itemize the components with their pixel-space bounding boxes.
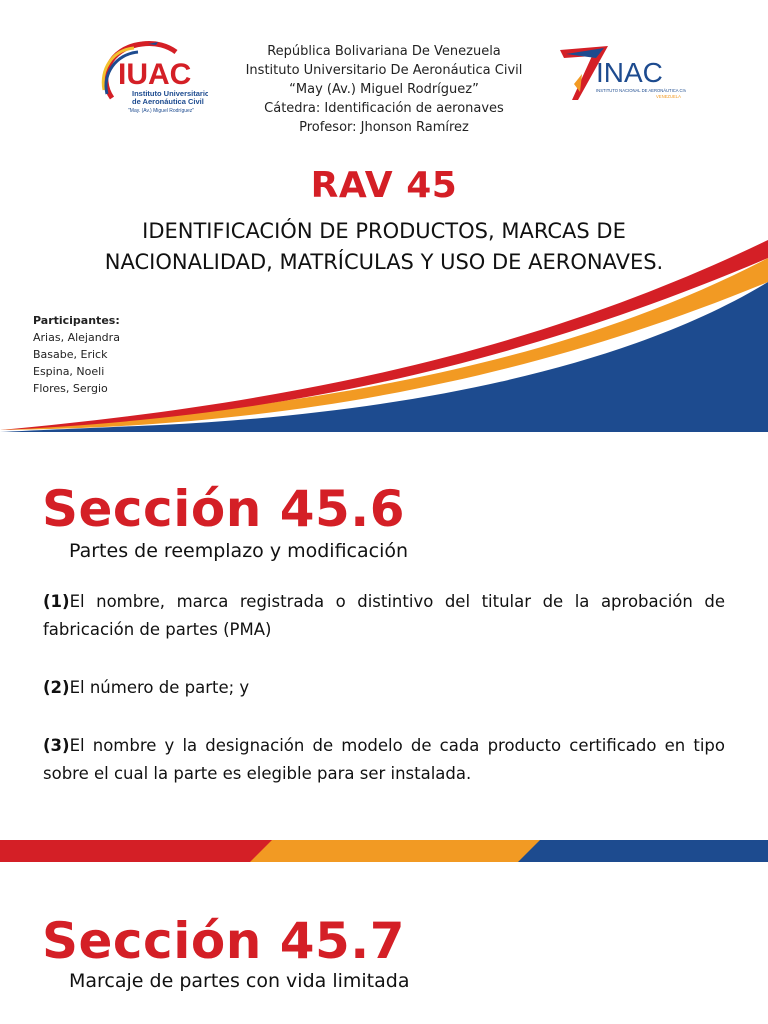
svg-text:"May. (Av.) Miguel Rodríguez": "May. (Av.) Miguel Rodríguez" bbox=[128, 108, 195, 114]
item-text: El número de parte; y bbox=[69, 678, 250, 697]
list-item bbox=[43, 674, 725, 702]
svg-text:IUAC: IUAC bbox=[118, 58, 192, 91]
participants-list bbox=[33, 312, 120, 397]
institution-line: Profesor: Jhonson Ramírez bbox=[299, 120, 469, 135]
institution-header bbox=[210, 42, 558, 137]
section-subtitle: Marcaje de partes con vida limitada bbox=[69, 970, 410, 992]
item-text: El nombre y la designación de modelo de cada producto certificado en tipo sobre el cual la parte es elegible para ser instalada. bbox=[43, 736, 725, 783]
item-number: (3) bbox=[43, 736, 70, 755]
institution-line: Cátedra: Identificación de aeronaves bbox=[264, 101, 504, 116]
iuac-logo bbox=[98, 40, 208, 122]
title-slide bbox=[0, 0, 768, 432]
subtitle-line: NACIONALIDAD, MATRÍCULAS Y USO DE AERONAVES. bbox=[104, 250, 664, 274]
participant-name: Espina, Noeli bbox=[33, 365, 105, 378]
svg-text:INSTITUTO NACIONAL DE AERONÁUT: INSTITUTO NACIONAL DE AERONÁUTICA CIVIL bbox=[596, 88, 686, 93]
inac-logo bbox=[556, 44, 686, 106]
item-text: El nombre, marca registrada o distintivo del titular de la aprobación de fabricación de partes (PMA) bbox=[43, 592, 725, 639]
item-number: (2) bbox=[43, 678, 70, 697]
institution-line: República Bolivariana De Venezuela bbox=[267, 44, 501, 59]
svg-text:Instituto Universitario: Instituto Universitario bbox=[132, 89, 208, 98]
document-title: RAV 45 bbox=[310, 165, 458, 206]
svg-text:de Aeronáutica Civil: de Aeronáutica Civil bbox=[132, 97, 204, 106]
institution-line: Instituto Universitario De Aeronáutica Civil bbox=[245, 63, 523, 78]
participant-name: Basabe, Erick bbox=[33, 348, 108, 361]
list-item bbox=[43, 588, 725, 644]
section-title: Sección 45.6 bbox=[42, 480, 406, 538]
svg-text:INAC: INAC bbox=[596, 57, 663, 88]
participants-heading: Participantes: bbox=[33, 314, 120, 327]
section-subtitle: Partes de reemplazo y modificación bbox=[69, 540, 409, 562]
list-item bbox=[43, 732, 725, 788]
section-45-6-slide bbox=[0, 442, 768, 862]
participant-name: Flores, Sergio bbox=[33, 382, 108, 395]
document-subtitle bbox=[40, 216, 728, 278]
item-number: (1) bbox=[43, 592, 70, 611]
section-title: Sección 45.7 bbox=[42, 912, 406, 970]
section-45-7-slide bbox=[0, 862, 768, 1024]
svg-text:VENEZUELA: VENEZUELA bbox=[656, 94, 681, 99]
subtitle-line: IDENTIFICACIÓN DE PRODUCTOS, MARCAS DE bbox=[142, 219, 626, 243]
color-band bbox=[0, 840, 768, 862]
institution-line: “May (Av.) Miguel Rodríguez” bbox=[289, 82, 479, 97]
participant-name: Arias, Alejandra bbox=[33, 331, 120, 344]
